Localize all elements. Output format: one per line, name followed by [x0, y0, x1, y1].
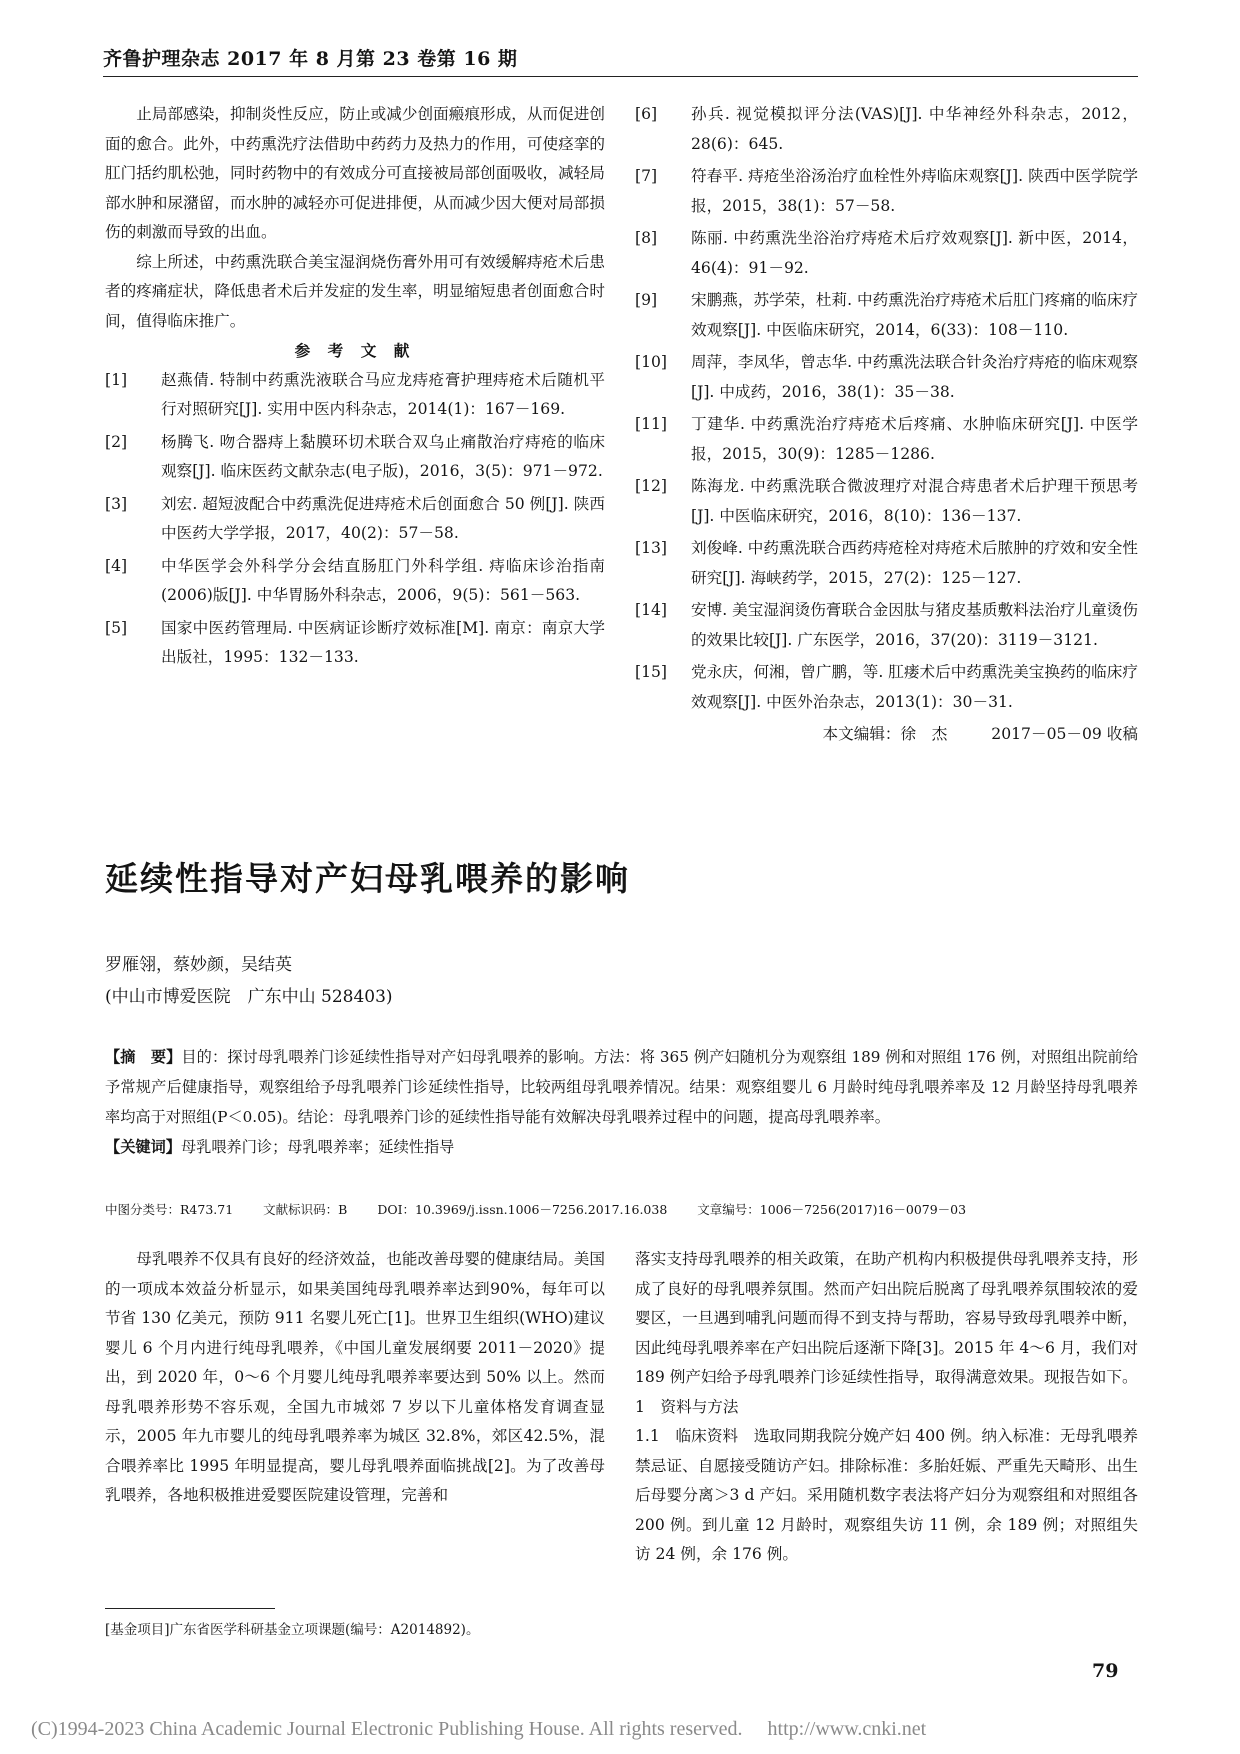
reference-number: [3] [105, 494, 128, 513]
body-left-column [105, 1245, 605, 1511]
reference-item [105, 552, 605, 611]
abstract-block [105, 1042, 1138, 1162]
reference-text: 刘宏. 超短波配合中药熏洗促进痔疮术后创面愈合 50 例[J]. 陕西中医药大学学报，2017，40(2)：57－58. [161, 494, 605, 542]
reference-item [105, 614, 605, 673]
reference-text: 丁建华. 中药熏洗治疗痔疮术后疼痛、水肿临床研究[J]. 中医学报，2015，30(9)：1285－1286. [691, 415, 1138, 463]
reference-number: [4] [105, 556, 128, 575]
footnote-rule [105, 1608, 275, 1609]
subsection-text: 选取同期我院分娩产妇 400 例。纳入标准：无母乳喂养禁忌证、自愿接受随访产妇。排除标准：多胎妊娠、严重先天畸形、出生后母婴分离＞3 d 产妇。采用随机数字表法将产妇分为观察组和对照组各 200 例。到儿童 12 月龄时，观察组失访 11 例，余 189 例；对照组失访 24 例，余 176 例。 [635, 1427, 1138, 1563]
reference-number: [12] [635, 477, 668, 495]
prev-paragraph: 止局部感染，抑制炎性反应，防止或减少创面瘢痕形成，从而促进创面的愈合。此外，中药熏洗疗法借助中药药力及热力的作用，可使痉挛的肛门括约肌松弛，同时药物中的有效成分可直接被局部创面吸收，减轻局部水肿和尿潴留，而水肿的减轻亦可促进排便，从而减少因大便对局部损伤的刺激而导致的出血。 [105, 105, 605, 241]
clc-number: 中图分类号：R473.71 [105, 1202, 234, 1217]
reference-item [105, 366, 605, 425]
reference-item [635, 658, 1138, 717]
document-code: 文献标识码：B [263, 1202, 348, 1217]
reference-list [635, 100, 1138, 717]
reference-item [105, 428, 605, 487]
reference-number: [9] [635, 291, 658, 309]
copyright-watermark: (C)1994-2023 China Academic Journal Electronic Publishing House. All rights reserved. http://www.cnki.net [31, 1718, 927, 1740]
running-head: 齐鲁护理杂志 2017 年 8 月第 23 卷第 16 期 [103, 48, 518, 70]
reference-text: 刘俊峰. 中药熏洗联合西药痔疮栓对痔疮术后脓肿的疗效和安全性研究[J]. 海峡药学，2015，27(2)：125－127. [691, 539, 1138, 587]
article-title: 延续性指导对产妇母乳喂养的影响 [105, 859, 630, 898]
reference-item [635, 286, 1138, 345]
reference-number: [14] [635, 601, 668, 619]
reference-number: [1] [105, 370, 128, 389]
keywords-text: 母乳喂养门诊；母乳喂养率；延续性指导 [180, 1138, 455, 1156]
abstract-text: 目的：探讨母乳喂养门诊延续性指导对产妇母乳喂养的影响。方法：将 365 例产妇随机分为观察组 189 例和对照组 176 例，对照组出院前给予常规产后健康指导，观察组给予母乳喂养门诊延续性指导，比较两组母乳喂养情况。结果：观察组婴儿 6 月龄时纯母乳喂养率及 12 月龄坚持母乳喂养率均高于对照组(P＜0.05)。结论：母乳喂养门诊的延续性指导能有效解决母乳喂养过程中的问题，提高母乳喂养率。 [105, 1048, 1138, 1126]
keywords [105, 1132, 1138, 1162]
reference-text: 宋鹏燕，苏学荣，杜莉. 中药熏洗治疗痔疮术后肛门疼痛的临床疗效观察[J]. 中医临床研究，2014，6(33)：108－110. [691, 291, 1138, 339]
reference-text: 陈海龙. 中药熏洗联合微波理疗对混合痔患者术后护理干预思考[J]. 中医临床研究，2016，8(10)：136－137. [691, 477, 1138, 525]
references-title: 参 考 文 献 [294, 341, 416, 360]
page-number: 79 [1092, 1660, 1119, 1682]
abstract-label: 【摘 要】 [105, 1048, 182, 1066]
reference-list [105, 366, 605, 673]
body-paragraph: 落实支持母乳喂养的相关政策，在助产机构内积极提供母乳喂养支持，形成了良好的母乳喂养氛围。然而产妇出院后脱离了母乳喂养氛围较浓的爱婴区，一旦遇到哺乳问题而得不到支持与帮助，容易导致母乳喂养中断，因此纯母乳喂养率在产妇出院后逐渐下降[3]。2015 年 4～6 月，我们对 189 例产妇给予母乳喂养门诊延续性指导，取得满意效果。现报告如下。 [635, 1250, 1138, 1386]
reference-text: 中华医学会外科学分会结直肠肛门外科学组. 痔临床诊治指南(2006)版[J]. 中华胃肠外科杂志，2006，9(5)：561－563. [161, 556, 605, 604]
reference-number: [5] [105, 618, 128, 637]
reference-text: 赵燕倩. 特制中药熏洗液联合马应龙痔疮膏护理痔疮术后随机平行对照研究[J]. 实用中医内科杂志，2014(1)：167－169. [161, 370, 605, 418]
prev-article-left-column [105, 100, 605, 676]
reference-text: 孙兵. 视觉模拟评分法(VAS)[J]. 中华神经外科杂志，2012，28(6)：645. [691, 105, 1138, 153]
reference-number: [2] [105, 432, 128, 451]
affiliation: (中山市博爱医院 广东中山 528403) [105, 987, 393, 1007]
reference-number: [7] [635, 167, 658, 185]
reference-text: 安博. 美宝湿润烫伤膏联合金因肽与猪皮基质敷料法治疗儿童烫伤的效果比较[J]. 广东医学，2016，37(20)：3119－3121. [691, 601, 1138, 649]
prev-article-right-column [635, 100, 1138, 750]
reference-number: [15] [635, 663, 668, 681]
reference-item [635, 348, 1138, 407]
article-metadata [105, 1200, 1138, 1218]
reference-text: 党永庆，何湘，曾广鹏，等. 肛瘘术后中药熏洗美宝换药的临床疗效观察[J]. 中医外治杂志，2013(1)：30－31. [691, 663, 1138, 711]
subsection-heading: 1.1 临床资料 [635, 1427, 739, 1445]
keywords-label: 【关键词】 [105, 1138, 181, 1156]
prev-paragraph: 综上所述，中药熏洗联合美宝湿润烧伤膏外用可有效缓解痔疮术后患者的疼痛症状，降低患者术后并发症的发生率，明显缩短患者创面愈合时间，值得临床推广。 [105, 252, 605, 330]
header-rule [103, 76, 1138, 77]
article-number: 文章编号：1006－7256(2017)16－0079－03 [697, 1202, 967, 1217]
section-heading: 1 资料与方法 [635, 1397, 739, 1416]
body-paragraph: 母乳喂养不仅具有良好的经济效益，也能改善母婴的健康结局。美国的一项成本效益分析显示，如果美国纯母乳喂养率达到90%，每年可以节省 130 亿美元，预防 911 名婴儿死亡[1]。世界卫生组织(WHO)建议婴儿 6 个月内进行纯母乳喂养，《中国儿童发展纲要 2011－2020》提出，到 2020 年，0～6 个月婴儿纯母乳喂养率要达到 50% 以上。然而母乳喂养形势不容乐观，全国九市城郊 7 岁以下儿童体格发育调查显示，2005 年九市婴儿的纯母乳喂养率为城区 32.8%，郊区42.5%，混合喂养率比 1995 年明显提高，婴儿母乳喂养面临挑战[2]。为了改善母乳喂养，各地积极推进爱婴医院建设管理，完善和 [105, 1250, 605, 1504]
reference-text: 国家中医药管理局. 中医病证诊断疗效标准[M]. 南京：南京大学出版社，1995：132－133. [161, 618, 605, 666]
reference-text: 符春平. 痔疮坐浴汤治疗血栓性外痔临床观察[J]. 陕西中医学院学报，2015，38(1)：57－58. [691, 167, 1138, 215]
reference-number: [6] [635, 105, 658, 123]
authors: 罗雁翎，蔡妙颜，吴结英 [105, 955, 292, 975]
reference-item [105, 490, 605, 549]
reference-item [635, 100, 1138, 159]
reference-item [635, 472, 1138, 531]
editor: 本文编辑：徐 杰 [822, 725, 948, 743]
doi: DOI：10.3969/j.issn.1006－7256.2017.16.038 [377, 1202, 668, 1217]
reference-number: [13] [635, 539, 668, 557]
reference-item [635, 534, 1138, 593]
reference-text: 杨腾飞. 吻合器痔上黏膜环切术联合双乌止痛散治疗痔疮的临床观察[J]. 临床医药文献杂志(电子版)，2016，3(5)：971－972. [161, 432, 605, 480]
reference-item [635, 224, 1138, 283]
funding-footnote: [基金项目]广东省医学科研基金立项课题(编号：A2014892)。 [105, 1622, 480, 1638]
subsection-paragraph [635, 1422, 1138, 1570]
reference-item [635, 410, 1138, 469]
reference-item [635, 596, 1138, 655]
editor-line [635, 720, 1138, 750]
reference-number: [10] [635, 353, 668, 371]
body-right-column [635, 1245, 1138, 1570]
reference-number: [8] [635, 229, 658, 247]
reference-number: [11] [635, 415, 668, 433]
received-date: 2017－05－09 收稿 [991, 725, 1138, 743]
abstract [105, 1042, 1138, 1132]
reference-item [635, 162, 1138, 221]
reference-text: 周萍，李凤华，曾志华. 中药熏洗法联合针灸治疗痔疮的临床观察[J]. 中成药，2016，38(1)：35－38. [691, 353, 1138, 401]
reference-text: 陈丽. 中药熏洗坐浴治疗痔疮术后疗效观察[J]. 新中医，2014，46(4)：91－92. [691, 229, 1138, 277]
